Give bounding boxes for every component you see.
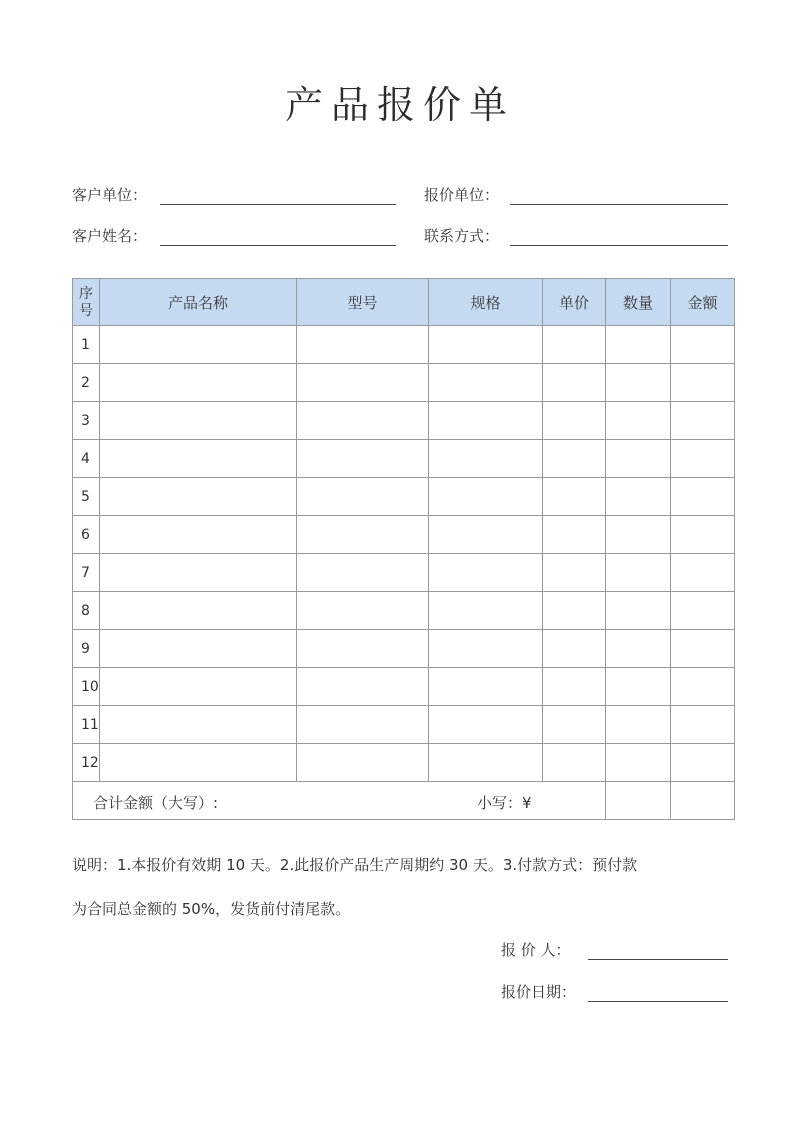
total-uppercase-label: 合计金额（大写）: xyxy=(93,794,219,812)
note-line-1: 说明：1.本报价有效期 10 天。2.此报价产品生产周期约 30 天。3.付款方式：预付款 xyxy=(72,856,638,874)
total-text-cell xyxy=(73,782,606,820)
quantity-cell[interactable] xyxy=(606,554,671,592)
quantity-cell[interactable] xyxy=(606,630,671,668)
header-spec: 规格 xyxy=(429,279,543,326)
row-number: 6 xyxy=(73,516,100,554)
product-name-cell[interactable] xyxy=(100,554,297,592)
date-label: 报价日期： xyxy=(501,983,577,1001)
spec-cell[interactable] xyxy=(429,364,543,402)
unit-price-cell[interactable] xyxy=(543,630,606,668)
quoter-field[interactable] xyxy=(501,938,728,962)
total-lowercase-label: 小写：¥ xyxy=(477,794,532,812)
model-cell[interactable] xyxy=(297,402,429,440)
amount-cell[interactable] xyxy=(671,440,735,478)
quoter-label: 报 价 人： xyxy=(501,941,571,959)
model-cell[interactable] xyxy=(297,706,429,744)
table-row xyxy=(73,630,735,668)
table-row xyxy=(73,440,735,478)
spec-cell[interactable] xyxy=(429,706,543,744)
table-row xyxy=(73,592,735,630)
product-name-cell[interactable] xyxy=(100,630,297,668)
model-cell[interactable] xyxy=(297,744,429,782)
model-cell[interactable] xyxy=(297,554,429,592)
header-seq-line2: 号 xyxy=(79,303,93,319)
unit-price-cell[interactable] xyxy=(543,554,606,592)
quote-company-label: 报价单位： xyxy=(424,186,500,204)
model-cell[interactable] xyxy=(297,326,429,364)
unit-price-cell[interactable] xyxy=(543,326,606,364)
quote-table xyxy=(72,278,735,820)
quantity-cell[interactable] xyxy=(606,364,671,402)
contact-line[interactable] xyxy=(510,245,728,246)
header-unit-price: 单价 xyxy=(543,279,606,326)
model-cell[interactable] xyxy=(297,364,429,402)
row-number: 2 xyxy=(73,364,100,402)
row-number: 3 xyxy=(73,402,100,440)
header-amount: 金额 xyxy=(671,279,735,326)
row-number: 8 xyxy=(73,592,100,630)
row-number: 5 xyxy=(73,478,100,516)
spec-cell[interactable] xyxy=(429,744,543,782)
total-row xyxy=(73,782,735,820)
amount-cell[interactable] xyxy=(671,364,735,402)
header-product-name: 产品名称 xyxy=(100,279,297,326)
amount-cell[interactable] xyxy=(671,478,735,516)
amount-cell[interactable] xyxy=(671,554,735,592)
spec-cell[interactable] xyxy=(429,516,543,554)
quantity-cell[interactable] xyxy=(606,440,671,478)
row-number: 9 xyxy=(73,630,100,668)
table-row xyxy=(73,706,735,744)
row-number: 1 xyxy=(73,326,100,364)
amount-cell[interactable] xyxy=(671,668,735,706)
amount-cell[interactable] xyxy=(671,744,735,782)
product-name-cell[interactable] xyxy=(100,364,297,402)
spec-cell[interactable] xyxy=(429,668,543,706)
product-name-cell[interactable] xyxy=(100,516,297,554)
page-title: 产品报价单 xyxy=(284,83,515,127)
table-row xyxy=(73,744,735,782)
amount-cell[interactable] xyxy=(671,402,735,440)
unit-price-cell[interactable] xyxy=(543,516,606,554)
product-name-cell[interactable] xyxy=(100,440,297,478)
customer-name-line[interactable] xyxy=(160,245,396,246)
spec-cell[interactable] xyxy=(429,326,543,364)
unit-price-cell[interactable] xyxy=(543,364,606,402)
table-row xyxy=(73,326,735,364)
date-line[interactable] xyxy=(588,1001,728,1002)
quote-company-line[interactable] xyxy=(510,204,728,205)
table-row xyxy=(73,516,735,554)
quantity-cell[interactable] xyxy=(606,706,671,744)
table-row xyxy=(73,402,735,440)
table-row xyxy=(73,364,735,402)
quoter-line[interactable] xyxy=(588,959,728,960)
model-cell[interactable] xyxy=(297,478,429,516)
model-cell[interactable] xyxy=(297,630,429,668)
table-header-row xyxy=(73,279,735,326)
amount-cell[interactable] xyxy=(671,326,735,364)
header-quantity: 数量 xyxy=(606,279,671,326)
spec-cell[interactable] xyxy=(429,592,543,630)
spec-cell[interactable] xyxy=(429,554,543,592)
total-amount-cell[interactable] xyxy=(671,782,735,820)
total-quantity-cell[interactable] xyxy=(606,782,671,820)
amount-cell[interactable] xyxy=(671,516,735,554)
spec-cell[interactable] xyxy=(429,630,543,668)
customer-name-label: 客户姓名： xyxy=(72,227,148,245)
spec-cell[interactable] xyxy=(429,402,543,440)
contact-field[interactable] xyxy=(424,224,728,248)
spec-cell[interactable] xyxy=(429,440,543,478)
header-model: 型号 xyxy=(297,279,429,326)
quantity-cell[interactable] xyxy=(606,478,671,516)
contact-label: 联系方式： xyxy=(424,227,500,245)
product-name-cell[interactable] xyxy=(100,478,297,516)
model-cell[interactable] xyxy=(297,440,429,478)
customer-name-field[interactable] xyxy=(72,224,396,248)
quote-company-field[interactable] xyxy=(424,183,728,207)
customer-company-field[interactable] xyxy=(72,183,396,207)
header-seq-line1: 序 xyxy=(79,286,93,302)
row-number: 10 xyxy=(73,668,100,706)
amount-cell[interactable] xyxy=(671,706,735,744)
quantity-cell[interactable] xyxy=(606,402,671,440)
product-name-cell[interactable] xyxy=(100,402,297,440)
note-line-2: 为合同总金额的 50%，发货前付清尾款。 xyxy=(72,900,351,918)
row-number: 11 xyxy=(73,706,100,744)
product-name-cell[interactable] xyxy=(100,326,297,364)
quantity-cell[interactable] xyxy=(606,592,671,630)
product-name-cell[interactable] xyxy=(100,592,297,630)
quantity-cell[interactable] xyxy=(606,744,671,782)
unit-price-cell[interactable] xyxy=(543,402,606,440)
quantity-cell[interactable] xyxy=(606,668,671,706)
unit-price-cell[interactable] xyxy=(543,744,606,782)
header-seq xyxy=(73,279,100,326)
unit-price-cell[interactable] xyxy=(543,668,606,706)
row-number: 7 xyxy=(73,554,100,592)
table-row xyxy=(73,478,735,516)
model-cell[interactable] xyxy=(297,516,429,554)
model-cell[interactable] xyxy=(297,668,429,706)
unit-price-cell[interactable] xyxy=(543,706,606,744)
quantity-cell[interactable] xyxy=(606,326,671,364)
amount-cell[interactable] xyxy=(671,630,735,668)
table-row xyxy=(73,554,735,592)
product-name-cell[interactable] xyxy=(100,744,297,782)
customer-company-line[interactable] xyxy=(160,204,396,205)
quantity-cell[interactable] xyxy=(606,516,671,554)
customer-company-label: 客户单位： xyxy=(72,186,148,204)
amount-cell[interactable] xyxy=(671,592,735,630)
unit-price-cell[interactable] xyxy=(543,440,606,478)
spec-cell[interactable] xyxy=(429,478,543,516)
unit-price-cell[interactable] xyxy=(543,592,606,630)
row-number: 12 xyxy=(73,744,100,782)
product-name-cell[interactable] xyxy=(100,706,297,744)
model-cell[interactable] xyxy=(297,592,429,630)
unit-price-cell[interactable] xyxy=(543,478,606,516)
product-name-cell[interactable] xyxy=(100,668,297,706)
row-number: 4 xyxy=(73,440,100,478)
date-field[interactable] xyxy=(501,980,728,1004)
table-row xyxy=(73,668,735,706)
